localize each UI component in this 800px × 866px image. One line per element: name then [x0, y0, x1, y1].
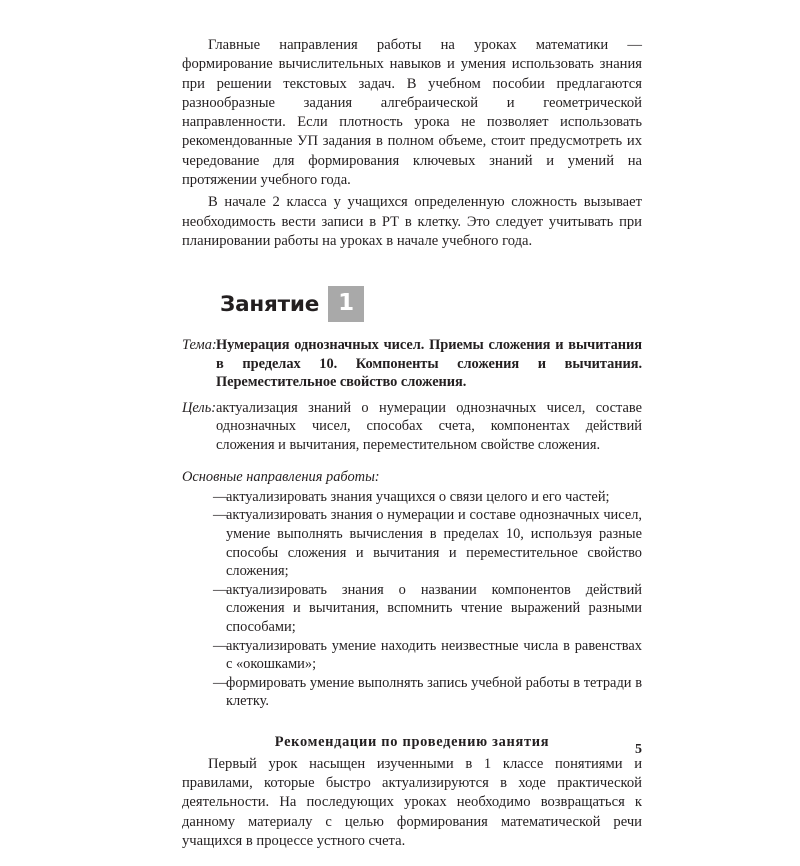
- field-label-tema: Тема:: [182, 337, 217, 354]
- list-item-text: актуализировать знания о названии компонентов действий сложения и вычитания, вспомнить чтение выражений разными способами;: [226, 581, 642, 635]
- list-item-text: формировать умение выполнять запись учебной работы в тетради в клетку.: [226, 674, 642, 710]
- list-item: [182, 488, 642, 507]
- list-item: [182, 674, 642, 711]
- field-label-cel: Цель:: [182, 399, 217, 416]
- recommendations-heading: Рекомендации по проведению занятия: [274, 733, 550, 750]
- intro-paragraph-2: В начале 2 класса у учащихся определенную сложность вызывает необходимость вести записи в РТ в клетку. Это следует учитывать при планировании работы на уроках в начале учебного года.: [182, 194, 642, 249]
- lesson-heading-word: Занятие: [220, 291, 320, 317]
- field-value-tema: Нумерация однозначных чисел. Приемы сложения и вычитания в пределах 10. Компоненты сложения и вычитания. Переместительное свойство сложения.: [216, 337, 642, 391]
- lesson-number-label: 1: [338, 289, 355, 316]
- field-value-cel: актуализация знаний о нумерации однозначных чисел, составе однозначных чисел, способах счета, компонентах действий сложения и вычитания, переместительном свойстве сложения.: [216, 399, 642, 453]
- directions-title: Основные направления работы:: [182, 469, 380, 486]
- list-item: [182, 581, 642, 637]
- list-item-text: актуализировать умение находить неизвестные числа в равенствах с «окошками»;: [226, 637, 642, 673]
- lesson-heading: [220, 286, 642, 322]
- dash-marker-icon: —: [213, 637, 228, 654]
- dash-marker-icon: —: [213, 581, 228, 598]
- list-item-text: актуализировать знания о нумерации и составе однозначных чисел, умение выполнять вычисления в пределах 10, используя разные способы сложения и вычитания и переместительное свойство сложения;: [226, 507, 642, 580]
- field-row-cel: [182, 399, 642, 455]
- field-row-tema: [182, 336, 642, 392]
- list-item-text: актуализировать знания учащихся о связи целого и его частей;: [226, 488, 610, 505]
- page-number: 5: [635, 742, 642, 757]
- intro-paragraph-1: Главные направления работы на уроках математики — формирование вычислительных навыков и умения использовать знания при решении текстовых задач. В учебном пособии предлагаются разнообразные задания алгебраической и геометрической направленности. Если плотность урока не позволяет использовать рекомендованные УП задания в полном объеме, стоит предусмотреть их чередование для формирования ключевых знаний и умений на протяжении учебного года.: [182, 37, 642, 189]
- dash-marker-icon: —: [213, 674, 228, 691]
- list-item: [182, 506, 642, 580]
- recommendations-paragraph: Первый урок насыщен изученными в 1 классе понятиями и правилами, которые быстро актуализируются в ходе практической деятельности. На последующих уроках необходимо возвращаться к данному материалу с целью формирования математической речи учащихся в процессе устного счета.: [182, 755, 642, 850]
- lesson-number-badge: [328, 286, 364, 322]
- list-item: [182, 637, 642, 674]
- dash-marker-icon: —: [213, 507, 228, 524]
- dash-marker-icon: —: [213, 488, 228, 505]
- directions-list: [182, 488, 642, 711]
